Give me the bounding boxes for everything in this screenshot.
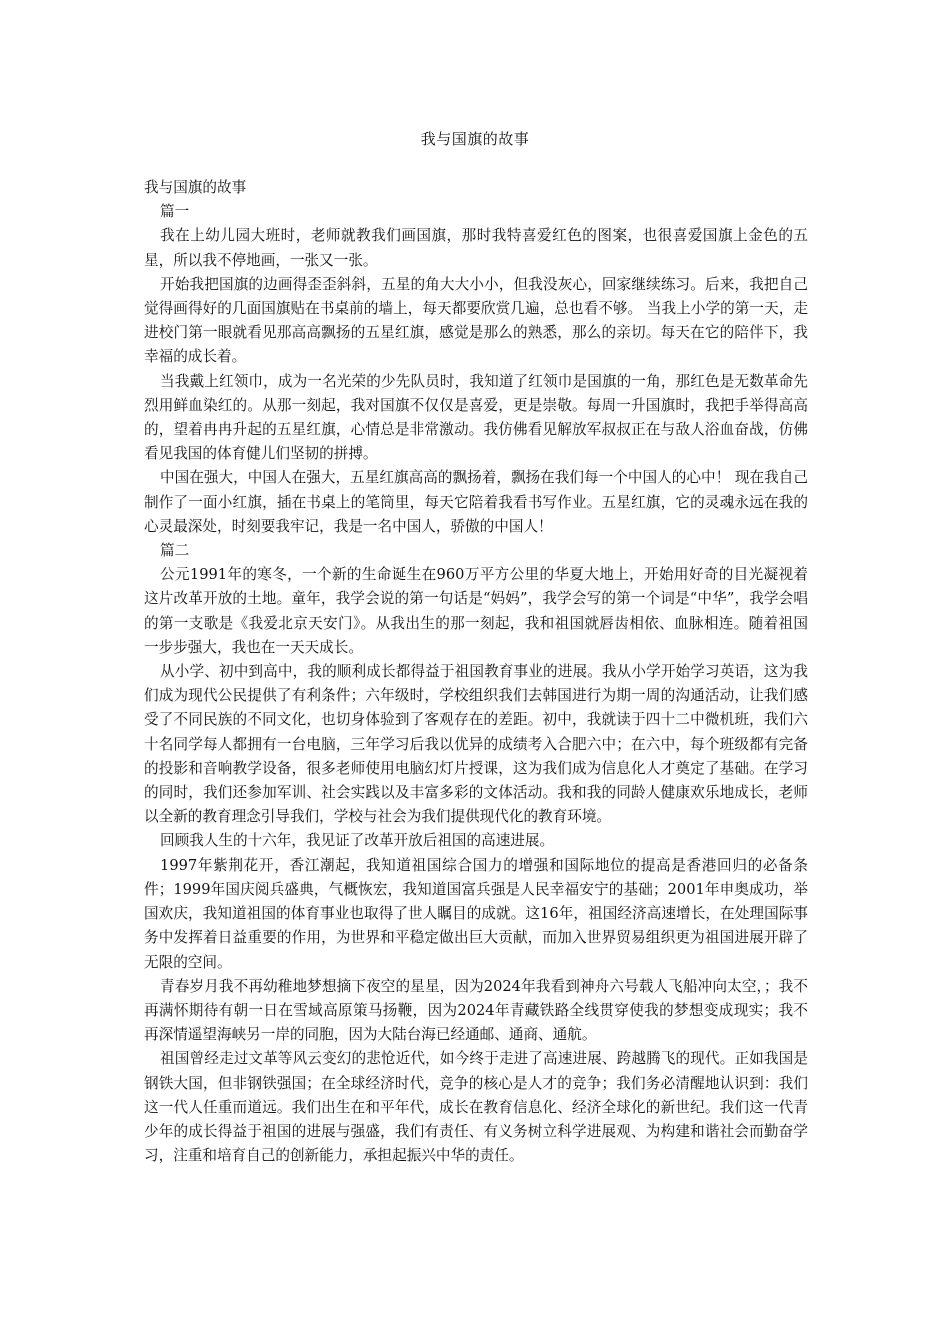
document-title: 我与国旗的故事 (420, 130, 530, 148)
paragraph: 当我戴上红领巾，成为一名光荣的少先队员时，我知道了红领巾是国旗的一角，那红色是无数革命先烈用鲜血染红的。从那一刻起，我对国旗不仅仅是喜爱，更是崇敬。每周一升国旗时，我把手举得高高的，望着冉冉升起的五星红旗，心情总是非常激动。我仿佛看见解放军叔叔正在与敌人浴血奋战，仿佛看见我国的体育健儿们坚韧的拼搏。 (144, 372, 808, 463)
section-label-2: 篇二 (160, 542, 190, 560)
article-heading: 我与国旗的故事 (144, 179, 247, 196)
paragraph: 回顾我人生的十六年，我见证了改革开放后祖国的高速进展。 (160, 832, 555, 850)
paragraph: 我在上幼儿园大班时，老师就教我们画国旗，那时我特喜爱红色的图案，也很喜爱国旗上金色的五星，所以我不停地画，一张又一张。 (144, 227, 808, 269)
paragraph: 祖国曾经走过文革等风云变幻的悲怆近代，如今终于走进了高速进展、跨越腾飞的现代。正如我国是钢铁大国，但非钢铁强国；在全球经济时代，竞争的核心是人才的竞争；我们务必清醒地认识到：我们这一代人任重而道远。我们出生在和平年代，成长在教育信息化、经济全球化的新世纪。我们这一代青少年的成长得益于祖国的进展与强盛，我们有责任、有义务树立科学进展观、为构建和谐社会而勤奋学习，注重和培育自己的创新能力，承担起振兴中华的责任。 (144, 1050, 808, 1165)
paragraph: 从小学、初中到高中，我的顺利成长都得益于祖国教育事业的进展。我从小学开始学习英语，这为我们成为现代公民提供了有利条件；六年级时，学校组织我们去韩国进行为期一周的沟通活动，让我们感受了不同民族的不同文化，也切身体验到了客观存在的差距。初中，我就读于四十二中微机班，我们六十名同学每人都拥有一台电脑，三年学习后我以优异的成绩考入合肥六中；在六中，每个班级都有完备的投影和音响教学设备，很多老师使用电脑幻灯片授课，这为我们成为信息化人才奠定了基础。在学习的同时，我们还参加军训、社会实践以及丰富多彩的文体活动。我和我的同龄人健康欢乐地成长，老师以全新的教育理念引导我们，学校与社会为我们提供现代化的教育环境。 (144, 663, 808, 826)
paragraph: 青春岁月我不再幼稚地梦想摘下夜空的星星，因为2024年我看到神舟六号载人飞船冲向太空，；我不再满怀期待有朝一日在雪域高原策马扬鞭，因为2024年青藏铁路全线贯穿使我的梦想变成现实；我不再深情遥望海峡另一岸的同胞，因为大陆台海已经通邮、通商、通航。 (144, 977, 808, 1044)
document-body (144, 176, 808, 1168)
paragraph: 中国在强大，中国人在强大，五星红旗高高的飘扬着，飘扬在我们每一个中国人的心中！ 现在我自己制作了一面小红旗，插在书桌上的笔筒里，每天它陪着我看书写作业。五星红旗，它的灵魂永远在我的心灵最深处，时刻要我牢记，我是一名中国人，骄傲的中国人！ (144, 469, 808, 535)
section-label-1: 篇一 (160, 203, 190, 221)
paragraph: 开始我把国旗的边画得歪歪斜斜，五星的角大大小小，但我没灰心，回家继续练习。后来，我把自己觉得画得好的几面国旗贴在书桌前的墙上，每天都要欣赏几遍，总也看不够。 当我上小学的第一天，走进校门第一眼就看见那高高飘扬的五星红旗，感觉是那么的熟悉，那么的亲切。每天在它的陪伴下，我幸福的成长着。 (144, 275, 808, 366)
paragraph: 公元1991年的寒冬，一个新的生命诞生在960万平方公里的华夏大地上，开始用好奇的目光凝视着这片改革开放的土地。童年，我学会说的第一句话是“妈妈”，我学会写的第一个词是“中华”，我学会唱的第一支歌是《我爱北京天安门》。从我出生的那一刻起，我和祖国就唇齿相依、血脉相连。随着祖国一步步强大，我也在一天天成长。 (144, 566, 808, 656)
paragraph: 1997年紫荆花开，香江潮起，我知道祖国综合国力的增强和国际地位的提高是香港回归的必备条件；1999年国庆阅兵盛典，气概恢宏，我知道国富兵强是人民幸福安宁的基础；2001年申奥成功，举国欢庆，我知道祖国的体育事业也取得了世人瞩目的成就。这16年，祖国经济高速增长，在处理国际事务中发挥着日益重要的作用，为世界和平稳定做出巨大贡献，而加入世界贸易组织更为祖国进展开辟了无限的空间。 (144, 856, 808, 971)
